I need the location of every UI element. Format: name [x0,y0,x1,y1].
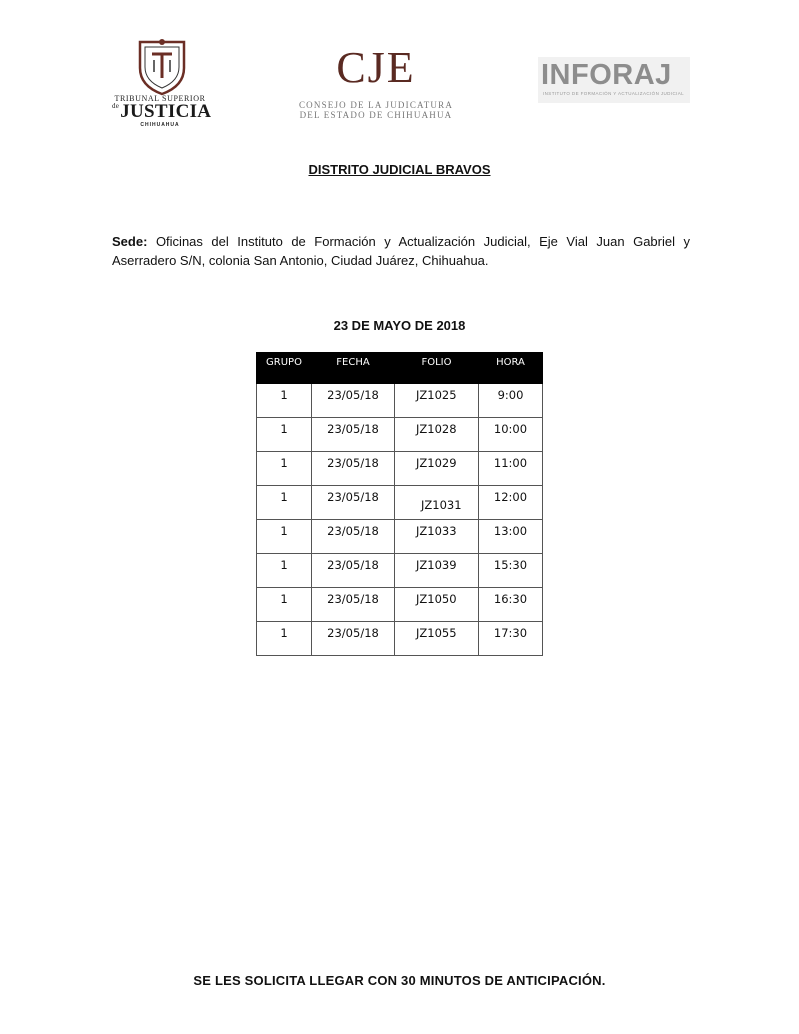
sede-label: Sede: [112,234,148,249]
cell-folio: JZ1050 [395,588,479,622]
cell-fecha: 23/05/18 [312,622,395,656]
cell-hora: 17:30 [479,622,543,656]
cell-folio: JZ1028 [395,418,479,452]
cje-subtitle-1: CONSEJO DE LA JUDICATURA [298,100,454,110]
cell-folio: JZ1029 [395,452,479,486]
sede-paragraph [112,232,690,270]
cell-fecha: 23/05/18 [312,486,395,520]
tsj-line-1: TRIBUNAL SUPERIOR [114,94,206,103]
cell-grupo: 1 [257,588,312,622]
cje-logo [296,44,456,124]
cell-hora: 11:00 [479,452,543,486]
cell-hora: 12:00 [479,486,543,520]
cell-folio: JZ1033 [395,520,479,554]
schedule-table [256,352,543,656]
cell-folio: JZ1031 [395,486,479,520]
tribunal-superior-logo [112,38,212,128]
cje-mark: CJE [336,43,416,92]
table-row [257,520,543,554]
cell-grupo: 1 [257,520,312,554]
cell-hora: 15:30 [479,554,543,588]
header-grupo: GRUPO [257,353,312,384]
table-header-row [257,353,543,384]
cell-folio: JZ1025 [395,384,479,418]
cell-fecha: 23/05/18 [312,520,395,554]
cell-folio: JZ1055 [395,622,479,656]
cell-fecha: 23/05/18 [312,554,395,588]
table-row [257,622,543,656]
header-hora: HORA [479,353,543,384]
table-row [257,452,543,486]
cell-grupo: 1 [257,452,312,486]
header-folio: FOLIO [395,353,479,384]
header-fecha: FECHA [312,353,395,384]
cje-subtitle-2: DEL ESTADO DE CHIHUAHUA [299,110,453,120]
tsj-prefix: de [112,102,120,110]
tsj-line-3: CHIHUAHUA [140,122,180,128]
inforaj-subtitle: INSTITUTO DE FORMACIÓN Y ACTUALIZACIÓN JUDICIAL [543,91,685,96]
footer-note: SE LES SOLICITA LLEGAR CON 30 MINUTOS DE ANTICIPACIÓN. [193,973,606,988]
cell-hora: 13:00 [479,520,543,554]
table-row [257,554,543,588]
table-row [257,486,543,520]
cell-fecha: 23/05/18 [312,452,395,486]
cell-grupo: 1 [257,486,312,520]
tsj-justicia: JUSTICIA [120,101,212,122]
cell-grupo: 1 [257,384,312,418]
cell-grupo: 1 [257,554,312,588]
inforaj-logo [538,57,690,103]
cell-fecha: 23/05/18 [312,418,395,452]
cell-grupo: 1 [257,418,312,452]
justice-shield-icon [136,38,188,96]
sede-text: Oficinas del Instituto de Formación y Actualización Judicial, Eje Vial Juan Gabriel y Aserradero S/N, colonia San Antonio, Ciudad Juárez, Chihuahua. [112,234,691,268]
cell-grupo: 1 [257,622,312,656]
cell-fecha: 23/05/18 [312,588,395,622]
date-title: 23 DE MAYO DE 2018 [333,318,466,333]
cell-folio: JZ1039 [395,554,479,588]
table-row [257,418,543,452]
cell-hora: 16:30 [479,588,543,622]
tsj-line-2 [112,101,212,123]
inforaj-mark: INFORAJ [541,59,672,91]
table-row [257,384,543,418]
cell-hora: 9:00 [479,384,543,418]
cell-fecha: 23/05/18 [312,384,395,418]
district-title: DISTRITO JUDICIAL BRAVOS [308,162,491,177]
table-row [257,588,543,622]
cell-hora: 10:00 [479,418,543,452]
